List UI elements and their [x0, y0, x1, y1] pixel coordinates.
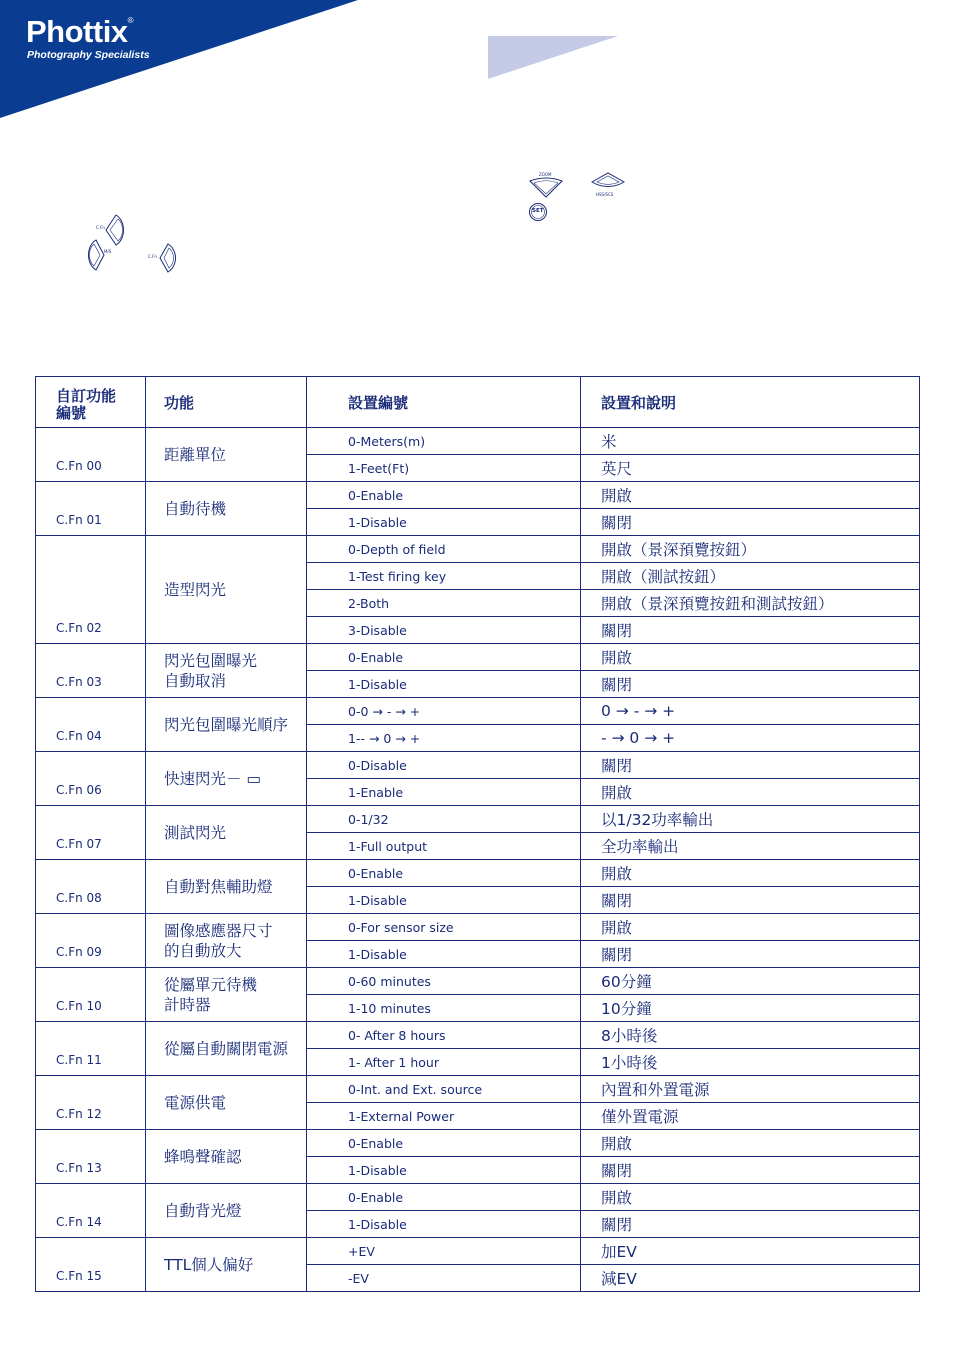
cfn-code: C.Fn 12 — [36, 1076, 146, 1130]
brand-logo: Phottix® — [26, 14, 133, 49]
setting-value: 2-Both — [307, 590, 581, 617]
setting-value: +EV — [307, 1238, 581, 1265]
cfn-code: C.Fn 06 — [36, 752, 146, 806]
setting-description: 米 — [581, 428, 920, 455]
cfn-code: C.Fn 14 — [36, 1184, 146, 1238]
setting-value: 0-For sensor size — [307, 914, 581, 941]
setting-description: 關閉 — [581, 1157, 920, 1184]
table-row — [36, 428, 920, 455]
setting-value: 0-Enable — [307, 482, 581, 509]
setting-description: 開啟（景深預覽按鈕） — [581, 536, 920, 563]
setting-value: 0-Enable — [307, 1130, 581, 1157]
setting-description: 開啟 — [581, 1184, 920, 1211]
setting-value: 1-- → 0 → + — [307, 725, 581, 752]
set-label: SET — [532, 208, 544, 214]
cfn-label-2: C.Fn — [148, 254, 157, 259]
table-row — [36, 482, 920, 509]
cfn-code: C.Fn 01 — [36, 482, 146, 536]
setting-value: 1-10 minutes — [307, 995, 581, 1022]
setting-description: 開啟 — [581, 914, 920, 941]
cfn-code: C.Fn 09 — [36, 914, 146, 968]
setting-description: 1小時後 — [581, 1049, 920, 1076]
table-header-row — [36, 377, 920, 428]
setting-value: 1-Disable — [307, 671, 581, 698]
cfn-label-1: C.Fn — [96, 225, 105, 230]
setting-value: 0-Depth of field — [307, 536, 581, 563]
cfn-code: C.Fn 08 — [36, 860, 146, 914]
table-row — [36, 1130, 920, 1157]
setting-value: 0-0 → - → + — [307, 698, 581, 725]
cfn-function: 從屬單元待機 計時器 — [146, 968, 307, 1022]
cfn-code: C.Fn 10 — [36, 968, 146, 1022]
setting-value: -EV — [307, 1265, 581, 1292]
table-row — [36, 1184, 920, 1211]
setting-description: 關閉 — [581, 887, 920, 914]
setting-value: 0-Enable — [307, 1184, 581, 1211]
cfn-code: C.Fn 13 — [36, 1130, 146, 1184]
setting-value: 3-Disable — [307, 617, 581, 644]
setting-description: 8小時後 — [581, 1022, 920, 1049]
table-row — [36, 1076, 920, 1103]
cfn-button-icon-2 — [156, 242, 180, 274]
cfn-function: 距離單位 — [146, 428, 307, 482]
setting-description: 關閉 — [581, 941, 920, 968]
setting-value: 1-Disable — [307, 941, 581, 968]
cfn-code: C.Fn 04 — [36, 698, 146, 752]
hss-label: HSS/SCS — [596, 192, 614, 197]
setting-description: 開啟 — [581, 644, 920, 671]
cfn-function: 圖像感應器尺寸 的自動放大 — [146, 914, 307, 968]
setting-value: 0-60 minutes — [307, 968, 581, 995]
zoom-button-icon — [528, 177, 564, 199]
cfn-function: 電源供電 — [146, 1076, 307, 1130]
setting-description: 以1/32功率輸出 — [581, 806, 920, 833]
cfn-function: 自動待機 — [146, 482, 307, 536]
setting-value: 0-Disable — [307, 752, 581, 779]
setting-description: 關閉 — [581, 617, 920, 644]
setting-value: 1- After 1 hour — [307, 1049, 581, 1076]
cfn-function: 自動背光燈 — [146, 1184, 307, 1238]
cfn-function: 蜂鳴聲確認 — [146, 1130, 307, 1184]
setting-description: 關閉 — [581, 671, 920, 698]
cfn-function: 閃光包圍曝光順序 — [146, 698, 307, 752]
setting-value: 1-Test firing key — [307, 563, 581, 590]
header-setting-description: 設置和說明 — [581, 377, 920, 428]
header-function: 功能 — [146, 377, 307, 428]
table-row — [36, 806, 920, 833]
table-row — [36, 752, 920, 779]
setting-value: 0-Int. and Ext. source — [307, 1076, 581, 1103]
setting-value: 0-Enable — [307, 644, 581, 671]
table-row — [36, 1022, 920, 1049]
cfn-function: 快速閃光－ ▭ — [146, 752, 307, 806]
setting-value: 0-Meters(m) — [307, 428, 581, 455]
setting-value: 1-Disable — [307, 509, 581, 536]
setting-value: 1-External Power — [307, 1103, 581, 1130]
cfn-function: 從屬自動關閉電源 — [146, 1022, 307, 1076]
table-row — [36, 644, 920, 671]
setting-description: 減EV — [581, 1265, 920, 1292]
cfn-function: 造型閃光 — [146, 536, 307, 644]
header-cfn-number: 自訂功能 編號 — [36, 377, 146, 428]
cfn-code: C.Fn 15 — [36, 1238, 146, 1292]
brand-tagline: Photography Specialists — [27, 49, 150, 61]
setting-value: 1-Full output — [307, 833, 581, 860]
setting-description: 10分鐘 — [581, 995, 920, 1022]
hss-button-icon — [590, 172, 626, 192]
setting-description: 僅外置電源 — [581, 1103, 920, 1130]
table-row — [36, 698, 920, 725]
setting-description: 0 → - → + — [581, 698, 920, 725]
setting-description: - → 0 → + — [581, 725, 920, 752]
mode-label: M/S — [104, 249, 112, 254]
table-row — [36, 968, 920, 995]
cfn-function: TTL個人偏好 — [146, 1238, 307, 1292]
setting-description: 開啟 — [581, 860, 920, 887]
setting-description: 開啟 — [581, 779, 920, 806]
setting-description: 全功率輸出 — [581, 833, 920, 860]
setting-value: 1-Enable — [307, 779, 581, 806]
setting-description: 開啟（景深預覽按鈕和測試按鈕） — [581, 590, 920, 617]
setting-description: 開啟（測試按鈕） — [581, 563, 920, 590]
table-row — [36, 1238, 920, 1265]
cfn-function: 閃光包圍曝光 自動取消 — [146, 644, 307, 698]
setting-description: 開啟 — [581, 482, 920, 509]
setting-value: 0-Enable — [307, 860, 581, 887]
cfn-code: C.Fn 00 — [36, 428, 146, 482]
setting-description: 關閉 — [581, 509, 920, 536]
setting-description: 加EV — [581, 1238, 920, 1265]
table-row — [36, 860, 920, 887]
setting-description: 關閉 — [581, 1211, 920, 1238]
setting-value: 1-Disable — [307, 1157, 581, 1184]
zoom-label: ZOOM — [539, 172, 552, 177]
setting-description: 開啟 — [581, 1130, 920, 1157]
cfn-function: 自動對焦輔助燈 — [146, 860, 307, 914]
setting-description: 內置和外置電源 — [581, 1076, 920, 1103]
table-row — [36, 914, 920, 941]
setting-value: 1-Feet(Ft) — [307, 455, 581, 482]
cfn-code: C.Fn 02 — [36, 536, 146, 644]
cfn-function: 測試閃光 — [146, 806, 307, 860]
cfn-code: C.Fn 03 — [36, 644, 146, 698]
header-setting-number: 設置編號 — [307, 377, 581, 428]
setting-value: 1-Disable — [307, 1211, 581, 1238]
setting-description: 英尺 — [581, 455, 920, 482]
table-row — [36, 536, 920, 563]
setting-value: 0-1/32 — [307, 806, 581, 833]
setting-value: 0- After 8 hours — [307, 1022, 581, 1049]
custom-functions-table — [35, 376, 920, 1292]
cfn-code: C.Fn 11 — [36, 1022, 146, 1076]
header-banner — [0, 0, 954, 130]
mode-button-icon — [82, 238, 106, 272]
setting-description: 關閉 — [581, 752, 920, 779]
setting-value: 1-Disable — [307, 887, 581, 914]
decorative-triangle — [488, 36, 620, 80]
setting-description: 60分鐘 — [581, 968, 920, 995]
cfn-code: C.Fn 07 — [36, 806, 146, 860]
